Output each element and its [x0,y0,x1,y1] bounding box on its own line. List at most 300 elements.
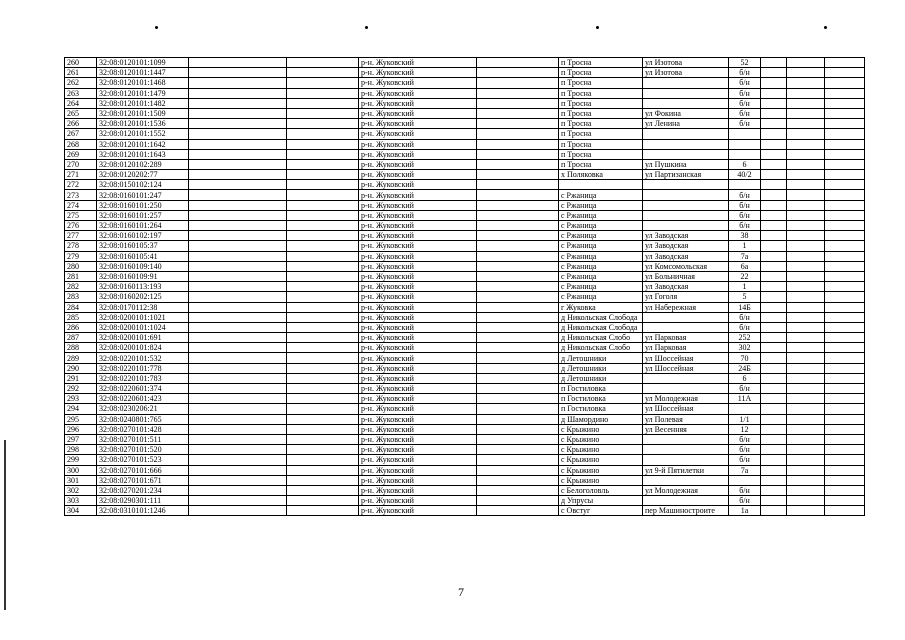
row-number-cell: 301 [65,475,97,485]
empty-cell [189,241,287,251]
settlement-cell: д Упрусы [559,496,643,506]
empty-cell [477,129,559,139]
empty-cell [189,68,287,78]
district-cell: р-н. Жуковский [359,98,477,108]
empty-cell [825,343,865,353]
cadastral-number-cell: 32:08:0200101:824 [97,343,189,353]
empty-cell [761,200,787,210]
empty-cell [761,58,787,68]
cadastral-number-cell: 32:08:0200101:1021 [97,312,189,322]
empty-cell [787,496,825,506]
house-number-cell: б/н [729,485,761,495]
street-cell: ул Больничная [643,271,729,281]
empty-cell [477,333,559,343]
empty-cell [477,139,559,149]
empty-cell [287,210,359,220]
empty-cell [477,180,559,190]
row-number-cell: 267 [65,129,97,139]
house-number-cell: 1 [729,241,761,251]
empty-cell [787,465,825,475]
district-cell: р-н. Жуковский [359,129,477,139]
settlement-cell: п Гостиловка [559,394,643,404]
empty-cell [761,149,787,159]
street-cell [643,88,729,98]
settlement-cell: п Тросна [559,139,643,149]
street-cell: ул Партизанская [643,170,729,180]
empty-cell [787,485,825,495]
empty-cell [825,496,865,506]
empty-cell [825,210,865,220]
house-number-cell: 11А [729,394,761,404]
cadastral-number-cell: 32:08:0120101:1479 [97,88,189,98]
settlement-cell: д Никольская Слобо [559,333,643,343]
table-row [65,404,865,414]
street-cell [643,373,729,383]
cadastral-number-cell: 32:08:0160105:37 [97,241,189,251]
empty-cell [787,506,825,516]
house-number-cell: 6 [729,373,761,383]
empty-cell [189,170,287,180]
cadastral-number-cell: 32:08:0160102:197 [97,231,189,241]
empty-cell [477,200,559,210]
empty-cell [761,108,787,118]
empty-cell [825,88,865,98]
row-number-cell: 284 [65,302,97,312]
empty-cell [825,251,865,261]
cadastral-number-cell: 32:08:0170112:38 [97,302,189,312]
table-row [65,465,865,475]
empty-cell [787,271,825,281]
district-cell: р-н. Жуковский [359,496,477,506]
street-cell: ул Весенняя [643,424,729,434]
table-row [65,363,865,373]
house-number-cell: 70 [729,353,761,363]
settlement-cell: с Ржаница [559,231,643,241]
empty-cell [787,404,825,414]
empty-cell [189,190,287,200]
empty-cell [189,282,287,292]
table-row [65,302,865,312]
district-cell: р-н. Жуковский [359,271,477,281]
table-row [65,139,865,149]
street-cell: ул Шоссейная [643,353,729,363]
table-row [65,68,865,78]
empty-cell [761,363,787,373]
cadastral-number-cell: 32:08:0120202:77 [97,170,189,180]
street-cell: ул Парковая [643,343,729,353]
empty-cell [761,261,787,271]
settlement-cell: с Овстуг [559,506,643,516]
empty-cell [761,373,787,383]
district-cell: р-н. Жуковский [359,373,477,383]
empty-cell [825,241,865,251]
page-number: 7 [458,585,464,599]
district-cell: р-н. Жуковский [359,394,477,404]
empty-cell [761,434,787,444]
house-number-cell [729,404,761,414]
row-number-cell: 272 [65,180,97,190]
settlement-cell: д Летошники [559,373,643,383]
empty-cell [825,190,865,200]
settlement-cell: д Летошники [559,353,643,363]
empty-cell [477,68,559,78]
settlement-cell: с Ржаница [559,251,643,261]
street-cell [643,384,729,394]
empty-cell [825,312,865,322]
empty-cell [825,353,865,363]
settlement-cell: с Крыжино [559,445,643,455]
empty-cell [761,159,787,169]
empty-cell [189,98,287,108]
empty-cell [189,343,287,353]
settlement-cell: д Никольская Слобода [559,322,643,332]
empty-cell [761,445,787,455]
settlement-cell: с Ржаница [559,200,643,210]
row-number-cell: 279 [65,251,97,261]
cadastral-number-cell: 32:08:0160109:91 [97,271,189,281]
scan-dot [365,26,368,29]
house-number-cell: б/н [729,68,761,78]
empty-cell [761,312,787,322]
district-cell: р-н. Жуковский [359,108,477,118]
empty-cell [477,190,559,200]
house-number-cell: 252 [729,333,761,343]
empty-cell [477,445,559,455]
cadastral-number-cell: 32:08:0220101:783 [97,373,189,383]
empty-cell [477,282,559,292]
table-row [65,159,865,169]
empty-cell [825,282,865,292]
empty-cell [287,506,359,516]
table-row [65,394,865,404]
district-cell: р-н. Жуковский [359,231,477,241]
row-number-cell: 297 [65,434,97,444]
empty-cell [787,455,825,465]
empty-cell [787,149,825,159]
table-row [65,373,865,383]
cadastral-number-cell: 32:08:0270201:234 [97,485,189,495]
empty-cell [287,455,359,465]
cadastral-number-cell: 32:08:0120101:1536 [97,119,189,129]
empty-cell [787,139,825,149]
settlement-cell: п Тросна [559,159,643,169]
house-number-cell: б/н [729,88,761,98]
empty-cell [287,98,359,108]
house-number-cell: б/н [729,445,761,455]
street-cell: ул 9-й Пятилетки [643,465,729,475]
row-number-cell: 290 [65,363,97,373]
empty-cell [825,78,865,88]
row-number-cell: 263 [65,88,97,98]
house-number-cell: 7а [729,251,761,261]
street-cell [643,496,729,506]
house-number-cell: 24Б [729,363,761,373]
empty-cell [287,333,359,343]
district-cell: р-н. Жуковский [359,424,477,434]
empty-cell [787,210,825,220]
street-cell [643,149,729,159]
empty-cell [761,353,787,363]
street-cell: ул Заводская [643,282,729,292]
settlement-cell: г Жуковка [559,302,643,312]
empty-cell [761,343,787,353]
cadastral-number-cell: 32:08:0160101:250 [97,200,189,210]
street-cell: ул Шоссейная [643,404,729,414]
house-number-cell: 40/2 [729,170,761,180]
row-number-cell: 303 [65,496,97,506]
table-row [65,292,865,302]
empty-cell [787,434,825,444]
empty-cell [787,333,825,343]
settlement-cell: п Тросна [559,119,643,129]
settlement-cell: п Гостиловка [559,384,643,394]
settlement-cell: с Крыжино [559,434,643,444]
cadastral-number-cell: 32:08:0220101:778 [97,363,189,373]
empty-cell [287,129,359,139]
empty-cell [189,414,287,424]
row-number-cell: 286 [65,322,97,332]
cadastral-number-cell: 32:08:0220101:532 [97,353,189,363]
empty-cell [287,302,359,312]
row-number-cell: 296 [65,424,97,434]
table-row [65,496,865,506]
row-number-cell: 269 [65,149,97,159]
empty-cell [761,455,787,465]
street-cell: ул Пушкина [643,159,729,169]
scan-dot [824,26,827,29]
street-cell: ул Изотова [643,68,729,78]
empty-cell [825,445,865,455]
street-cell: пер Машиностроите [643,506,729,516]
cadastral-number-cell: 32:08:0270101:666 [97,465,189,475]
settlement-cell: с Ржаница [559,271,643,281]
street-cell [643,129,729,139]
empty-cell [477,485,559,495]
empty-cell [287,282,359,292]
street-cell [643,434,729,444]
empty-cell [189,353,287,363]
empty-cell [477,343,559,353]
empty-cell [477,424,559,434]
empty-cell [761,506,787,516]
settlement-cell: с Ржаница [559,210,643,220]
cadastral-number-cell: 32:08:0120101:1642 [97,139,189,149]
table-row [65,414,865,424]
empty-cell [825,271,865,281]
empty-cell [825,221,865,231]
empty-cell [477,353,559,363]
street-cell [643,98,729,108]
empty-cell [189,292,287,302]
street-cell [643,322,729,332]
street-cell: ул Парковая [643,333,729,343]
empty-cell [287,251,359,261]
row-number-cell: 289 [65,353,97,363]
table-row [65,221,865,231]
empty-cell [287,159,359,169]
table-row [65,58,865,68]
house-number-cell: б/н [729,119,761,129]
street-cell: ул Молодежная [643,394,729,404]
empty-cell [787,384,825,394]
street-cell [643,180,729,190]
table-row [65,353,865,363]
empty-cell [189,312,287,322]
empty-cell [825,139,865,149]
street-cell: ул Набережная [643,302,729,312]
empty-cell [477,465,559,475]
street-cell: ул Гоголя [643,292,729,302]
empty-cell [761,241,787,251]
empty-cell [189,119,287,129]
row-number-cell: 304 [65,506,97,516]
empty-cell [477,363,559,373]
street-cell: ул Шоссейная [643,363,729,373]
empty-cell [825,394,865,404]
row-number-cell: 295 [65,414,97,424]
empty-cell [477,475,559,485]
empty-cell [787,221,825,231]
street-cell: ул Молодежная [643,485,729,495]
empty-cell [761,231,787,241]
house-number-cell: б/н [729,434,761,444]
empty-cell [477,373,559,383]
empty-cell [189,445,287,455]
empty-cell [787,394,825,404]
empty-cell [825,231,865,241]
table-row [65,251,865,261]
empty-cell [761,485,787,495]
district-cell: р-н. Жуковский [359,302,477,312]
settlement-cell: х Поляковка [559,170,643,180]
house-number-cell: б/н [729,322,761,332]
cadastral-number-cell: 32:08:0220601:374 [97,384,189,394]
district-cell: р-н. Жуковский [359,322,477,332]
empty-cell [825,170,865,180]
table-row [65,384,865,394]
empty-cell [477,88,559,98]
scan-edge-mark [4,440,6,610]
empty-cell [189,465,287,475]
street-cell [643,200,729,210]
street-cell [643,78,729,88]
empty-cell [477,119,559,129]
row-number-cell: 302 [65,485,97,495]
settlement-cell: п Тросна [559,68,643,78]
empty-cell [825,465,865,475]
empty-cell [477,251,559,261]
empty-cell [477,108,559,118]
empty-cell [787,190,825,200]
empty-cell [761,394,787,404]
table-row [65,333,865,343]
district-cell: р-н. Жуковский [359,180,477,190]
table-row [65,241,865,251]
empty-cell [287,434,359,444]
empty-cell [189,231,287,241]
house-number-cell: б/н [729,200,761,210]
empty-cell [189,302,287,312]
empty-cell [189,384,287,394]
district-cell: р-н. Жуковский [359,485,477,495]
empty-cell [477,312,559,322]
row-number-cell: 283 [65,292,97,302]
empty-cell [787,292,825,302]
empty-cell [477,506,559,516]
settlement-cell: д Никольская Слобода [559,312,643,322]
empty-cell [477,394,559,404]
empty-cell [761,424,787,434]
row-number-cell: 294 [65,404,97,414]
table-row [65,282,865,292]
empty-cell [189,485,287,495]
house-number-cell: 12 [729,424,761,434]
house-number-cell: 1 [729,282,761,292]
house-number-cell [729,180,761,190]
settlement-cell [559,180,643,190]
empty-cell [189,88,287,98]
empty-cell [189,58,287,68]
row-number-cell: 299 [65,455,97,465]
house-number-cell: б/н [729,496,761,506]
cadastral-number-cell: 32:08:0150102:124 [97,180,189,190]
empty-cell [477,384,559,394]
empty-cell [825,485,865,495]
street-cell: ул Заводская [643,231,729,241]
house-number-cell: 1а [729,506,761,516]
empty-cell [287,108,359,118]
scan-dot [155,26,158,29]
empty-cell [761,475,787,485]
empty-cell [287,404,359,414]
empty-cell [287,170,359,180]
empty-cell [825,363,865,373]
table-row [65,108,865,118]
empty-cell [787,302,825,312]
settlement-cell: с Ржаница [559,221,643,231]
empty-cell [189,496,287,506]
row-number-cell: 287 [65,333,97,343]
table-row [65,485,865,495]
empty-cell [787,424,825,434]
table-row [65,322,865,332]
empty-cell [189,261,287,271]
empty-cell [787,129,825,139]
cadastral-number-cell: 32:08:0120101:1552 [97,129,189,139]
empty-cell [287,200,359,210]
empty-cell [825,384,865,394]
table-row [65,129,865,139]
empty-cell [787,241,825,251]
empty-cell [761,251,787,261]
district-cell: р-н. Жуковский [359,363,477,373]
house-number-cell: 22 [729,271,761,281]
empty-cell [287,475,359,485]
empty-cell [761,170,787,180]
settlement-cell: п Тросна [559,88,643,98]
empty-cell [287,180,359,190]
empty-cell [287,384,359,394]
empty-cell [287,496,359,506]
empty-cell [287,88,359,98]
table-row [65,78,865,88]
empty-cell [825,159,865,169]
empty-cell [761,271,787,281]
empty-cell [787,282,825,292]
empty-cell [477,241,559,251]
cadastral-number-cell: 32:08:0160109:140 [97,261,189,271]
settlement-cell: с Ржаница [559,261,643,271]
